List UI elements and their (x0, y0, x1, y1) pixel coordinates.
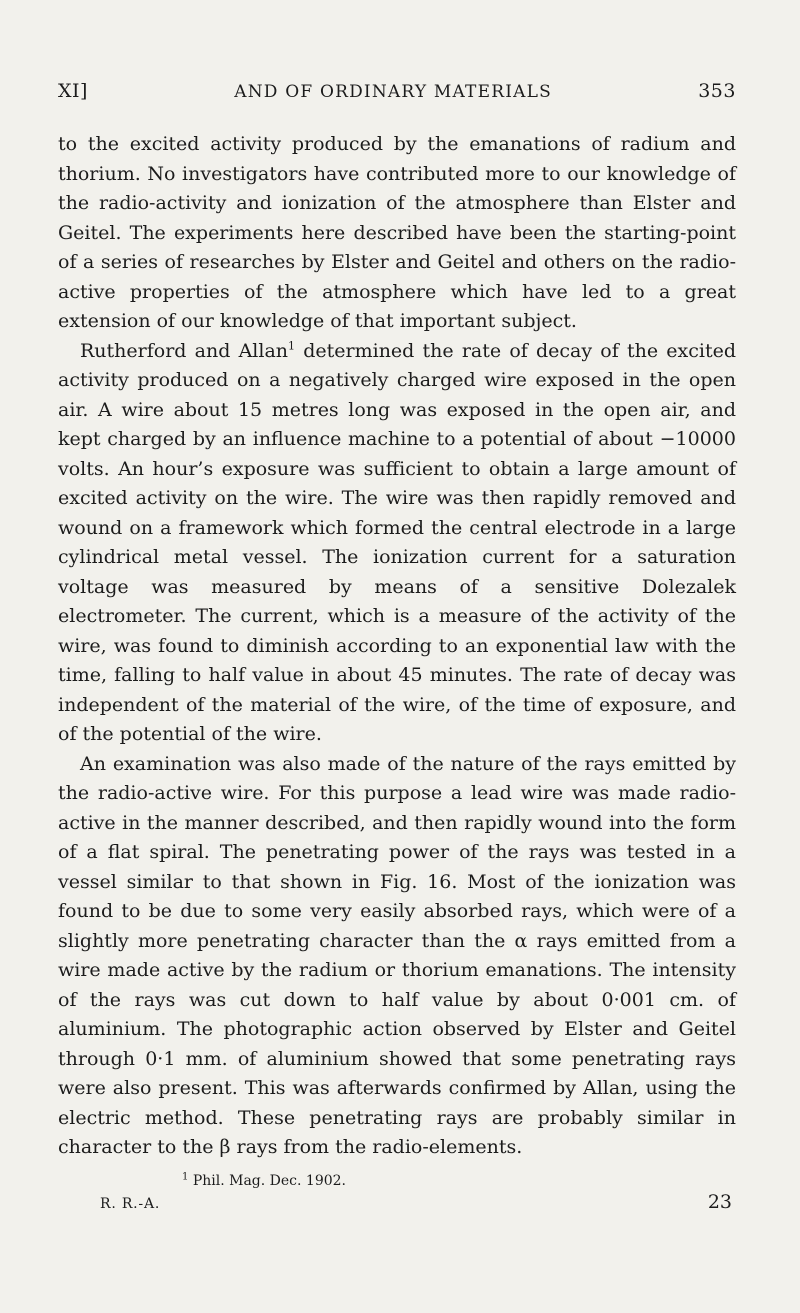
paragraph-text: Rutherford and Allan (80, 339, 289, 362)
running-title: AND OF ORDINARY MATERIALS (234, 82, 552, 102)
body-text (58, 130, 736, 1163)
book-page (58, 80, 736, 1213)
paragraph-text: An examination was also made of the nature of the rays emitted by the radio-active wire. For this purpose a lead wire was made radio-active in the manner described, and then rapidly wound into the form of a flat spiral. The penetrating power of the rays was tested in a vessel similar to that shown in Fig. 16. Most of the ionization was found to be due to some very easily absorbed rays, which were of a slightly more penetrating character than the α rays emitted from a wire made active by the radium or thorium emanations. The intensity of the rays was cut down to half value by about 0·001 cm. of aluminium. The photographic action observed by Elster and Geitel through 0·1 mm. of aluminium showed that some penetrating rays were also present. This was afterwards confirmed by Allan, using the electric method. These penetrating rays are probably similar in character to the β rays from the radio-elements. (58, 752, 736, 1158)
paragraph (58, 337, 736, 750)
paragraph (58, 750, 736, 1163)
paragraph (58, 130, 736, 337)
signature-number: 23 (707, 1190, 732, 1213)
page-number: 353 (698, 80, 736, 102)
footnote-reference: 1 (288, 339, 296, 353)
footnote (58, 1170, 736, 1189)
printer-signature: R. R.-A. (100, 1195, 161, 1212)
footnote-marker: 1 (182, 1170, 189, 1182)
page-footer (58, 1191, 736, 1213)
footnote-text: Phil. Mag. Dec. 1902. (188, 1172, 346, 1189)
paragraph-text: determined the rate of decay of the excited activity produced on a negatively charged wire exposed in the open air. A wire about 15 metres long was exposed in the open air, and kept charged by an influence machine to a potential of about −10000 volts. An hour’s exposure was sufficient to obtain a large amount of excited activity on the wire. The wire was then rapidly removed and wound on a framework which formed the central electrode in a large cylindrical metal vessel. The ionization current for a saturation voltage was measured by means of a sensitive Dolezalek electrometer. The current, which is a measure of the activity of the wire, was found to diminish according to an exponential law with the time, falling to half value in about 45 minutes. The rate of decay was independent of the material of the wire, of the time of exposure, and of the potential of the wire. (58, 339, 737, 745)
page-header (58, 80, 736, 102)
paragraph-text: to the excited activity produced by the emanations of radium and thorium. No investigators have contributed more to our knowledge of the radio-activity and ionization of the atmosphere than Elster and Geitel. The experiments here described have been the starting-point of a series of researches by Elster and Geitel and others on the radio-active properties of the atmosphere which have led to a great extension of our knowledge of that important subject. (58, 133, 736, 332)
chapter-number: XI] (58, 80, 88, 102)
